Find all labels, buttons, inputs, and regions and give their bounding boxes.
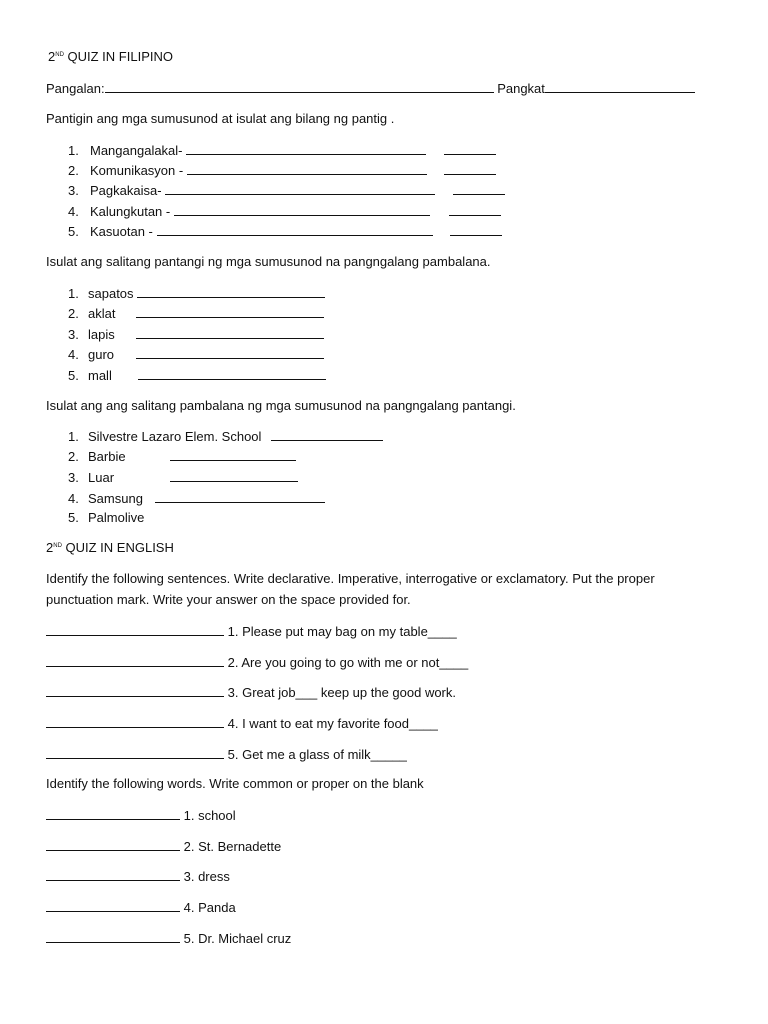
answer-blank[interactable] xyxy=(136,346,324,359)
word-item: 5. Dr. Michael cruz xyxy=(46,930,291,947)
answer-blank[interactable] xyxy=(174,203,430,216)
sentence-item: 4. I want to eat my favorite food____ xyxy=(46,715,438,732)
group-blank[interactable] xyxy=(545,80,695,93)
answer-blank[interactable] xyxy=(46,868,180,881)
group-label: Pangkat xyxy=(497,81,545,96)
count-blank[interactable] xyxy=(453,182,505,195)
answer-blank[interactable] xyxy=(155,490,325,503)
section1-instruction: Pantigin ang mga sumusunod at isulat ang bilang ng pantig . xyxy=(46,111,395,126)
english-quiz-title xyxy=(46,540,174,556)
answer-blank[interactable] xyxy=(46,623,224,636)
section2-instruction: Isulat ang salitang pantangi ng mga sumusunod na pangngalang pambalana. xyxy=(46,254,491,269)
answer-blank[interactable] xyxy=(46,930,180,943)
answer-blank[interactable] xyxy=(170,448,296,461)
list-item: 3. Luar xyxy=(68,469,298,486)
word-item: 2. St. Bernadette xyxy=(46,838,281,855)
list-item: 2. Barbie xyxy=(68,448,296,465)
answer-blank[interactable] xyxy=(136,305,324,318)
title-number: 2 xyxy=(48,49,56,64)
word-item: 1. school xyxy=(46,807,236,824)
list-item: 1. sapatos xyxy=(68,285,325,302)
list-item: 4. Samsung xyxy=(68,490,325,507)
list-item: 2. aklat xyxy=(68,305,324,322)
answer-blank[interactable] xyxy=(46,715,224,728)
answer-blank[interactable] xyxy=(136,326,324,339)
title-superscript: ND xyxy=(53,543,62,549)
list-item: 5. mall xyxy=(68,367,326,384)
count-blank[interactable] xyxy=(444,142,496,155)
answer-blank[interactable] xyxy=(46,684,224,697)
answer-blank[interactable] xyxy=(46,899,180,912)
list-item: 1. Mangangalakal- xyxy=(68,142,496,159)
list-item: 4. guro xyxy=(68,346,324,363)
answer-blank[interactable] xyxy=(186,142,426,155)
english-section2-instruction: Identify the following words. Write common or proper on the blank xyxy=(46,776,424,791)
answer-blank[interactable] xyxy=(165,182,435,195)
english-section1-instruction: Identify the following sentences. Write declarative. Imperative, interrogative or exclamatory. Put the proper punctuation mark. Write your answer on the space provided for. xyxy=(46,571,655,607)
filipino-quiz-title xyxy=(48,49,173,65)
list-item: 2. Komunikasyon - xyxy=(68,162,496,179)
title-text: QUIZ IN ENGLISH xyxy=(61,540,174,555)
word-item: 3. dress xyxy=(46,868,230,885)
count-blank[interactable] xyxy=(450,223,502,236)
list-item: 4. Kalungkutan - xyxy=(68,203,501,220)
section3-instruction: Isulat ang ang salitang pambalana ng mga sumusunod na pangngalang pantangi. xyxy=(46,398,516,413)
answer-blank[interactable] xyxy=(157,223,433,236)
title-text: QUIZ IN FILIPINO xyxy=(63,49,173,64)
sentence-item: 5. Get me a glass of milk_____ xyxy=(46,746,407,763)
name-label: Pangalan: xyxy=(46,81,105,96)
title-number: 2 xyxy=(46,540,54,555)
answer-blank[interactable] xyxy=(271,428,383,441)
count-blank[interactable] xyxy=(449,203,501,216)
name-blank[interactable] xyxy=(105,80,494,93)
name-group-row xyxy=(46,80,695,97)
answer-blank[interactable] xyxy=(170,469,298,482)
answer-blank[interactable] xyxy=(137,285,325,298)
sentence-item: 2. Are you going to go with me or not____ xyxy=(46,654,468,671)
answer-blank[interactable] xyxy=(187,162,427,175)
word-item: 4. Panda xyxy=(46,899,236,916)
answer-blank[interactable] xyxy=(46,807,180,820)
answer-blank[interactable] xyxy=(46,654,224,667)
answer-blank[interactable] xyxy=(138,367,326,380)
list-item: 3. Pagkakaisa- xyxy=(68,182,505,199)
title-superscript: ND xyxy=(55,52,64,58)
answer-blank[interactable] xyxy=(46,838,180,851)
sentence-item: 3. Great job___ keep up the good work. xyxy=(46,684,456,701)
count-blank[interactable] xyxy=(444,162,496,175)
list-item: 5. Palmolive xyxy=(68,510,145,525)
list-item: 1. Silvestre Lazaro Elem. School xyxy=(68,428,383,445)
answer-blank[interactable] xyxy=(46,746,224,759)
list-item: 5. Kasuotan - xyxy=(68,223,502,240)
sentence-item: 1. Please put may bag on my table____ xyxy=(46,623,457,640)
list-item: 3. lapis xyxy=(68,326,324,343)
